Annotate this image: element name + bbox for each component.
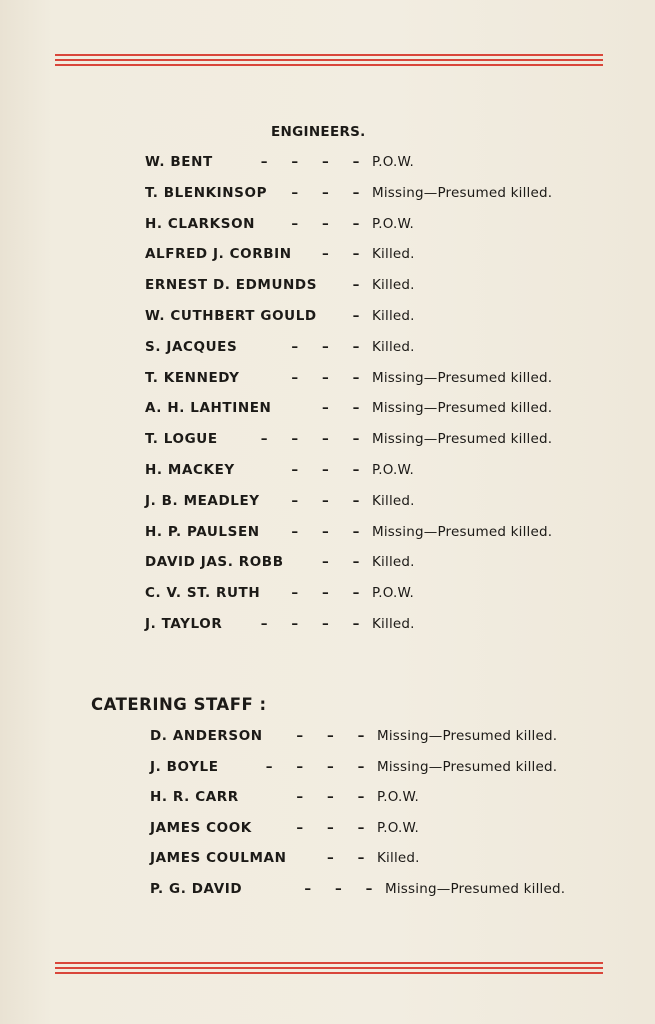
catering-dashes: – – –: [296, 728, 365, 744]
engineers-dashes: – – –: [291, 215, 360, 232]
engineers-row: [0, 308, 655, 328]
engineers-dashes: – – –: [291, 492, 360, 509]
catering-row: [0, 759, 655, 779]
engineers-row: [0, 431, 655, 451]
engineers-status: Killed.: [372, 277, 415, 294]
engineers-status: Missing—Presumed killed.: [372, 523, 553, 540]
top-decorative-rule: [55, 54, 603, 66]
engineers-heading: ENGINEERS.: [271, 124, 366, 140]
engineers-dashes: – – –: [291, 184, 360, 201]
engineers-dashes: –: [352, 308, 360, 324]
engineers-row: [0, 400, 655, 420]
engineers-name: J. TAYLOR: [145, 616, 223, 632]
catering-name: J. BOYLE: [150, 758, 219, 775]
engineers-row: [0, 554, 655, 574]
engineers-status: P.O.W.: [372, 154, 414, 170]
engineers-status: P.O.W.: [372, 585, 414, 602]
catering-name: JAMES COOK: [150, 819, 252, 836]
engineers-row: [0, 616, 655, 636]
catering-name: D. ANDERSON: [150, 728, 263, 744]
engineers-dashes: – – – –: [260, 616, 360, 632]
engineers-row: [0, 524, 655, 544]
engineers-name: T. KENNEDY: [145, 369, 240, 386]
engineers-status: Missing—Presumed killed.: [372, 431, 553, 448]
catering-row: [0, 850, 655, 870]
engineers-dashes: –: [352, 277, 360, 294]
engineers-dashes: – –: [322, 554, 360, 571]
catering-row: [0, 881, 655, 901]
engineers-dashes: – – – –: [260, 154, 360, 170]
engineers-row: [0, 493, 655, 513]
catering-name: H. R. CARR: [150, 789, 239, 805]
engineers-name: H. CLARKSON: [145, 215, 256, 232]
engineers-name: H. MACKEY: [145, 462, 235, 478]
engineers-status: P.O.W.: [372, 462, 414, 478]
engineers-status: Killed.: [372, 492, 415, 509]
engineers-status: Killed.: [372, 246, 415, 263]
engineers-status: Killed.: [372, 616, 415, 632]
catering-dashes: – – –: [296, 789, 365, 805]
engineers-row: [0, 462, 655, 482]
engineers-dashes: – – –: [291, 462, 360, 478]
catering-row: [0, 728, 655, 748]
catering-dashes: – – – –: [265, 758, 365, 775]
engineers-name: T. LOGUE: [145, 431, 218, 448]
engineers-status: Missing—Presumed killed.: [372, 184, 553, 201]
bottom-decorative-rule: [55, 962, 603, 974]
engineers-name: H. P. PAULSEN: [145, 523, 260, 540]
engineers-status: Killed.: [372, 554, 415, 571]
catering-name: JAMES COULMAN: [150, 850, 287, 866]
engineers-status: Killed.: [372, 308, 415, 324]
catering-name: P. G. DAVID: [150, 880, 243, 897]
engineers-name: W. BENT: [145, 154, 213, 170]
catering-row: [0, 789, 655, 809]
engineers-status: Killed.: [372, 338, 415, 355]
engineers-name: ALFRED J. CORBIN: [145, 246, 292, 263]
catering-dashes: – – –: [304, 880, 373, 897]
engineers-dashes: – – –: [291, 338, 360, 355]
engineers-name: C. V. ST. RUTH: [145, 585, 261, 602]
engineers-dashes: – – – –: [260, 431, 360, 448]
catering-row: [0, 820, 655, 840]
engineers-name: S. JACQUES: [145, 338, 238, 355]
engineers-dashes: – –: [322, 246, 360, 263]
catering-status: P.O.W.: [377, 819, 419, 836]
engineers-name: T. BLENKINSOP: [145, 184, 268, 201]
engineers-name: ERNEST D. EDMUNDS: [145, 277, 318, 294]
catering-dashes: – –: [327, 850, 365, 866]
engineers-row: [0, 185, 655, 205]
engineers-row: [0, 154, 655, 174]
engineers-dashes: – –: [322, 400, 360, 417]
catering-dashes: – – –: [296, 819, 365, 836]
engineers-row: [0, 585, 655, 605]
engineers-name: W. CUTHBERT GOULD: [145, 308, 317, 324]
engineers-name: DAVID JAS. ROBB: [145, 554, 284, 571]
engineers-dashes: – – –: [291, 369, 360, 386]
engineers-row: [0, 246, 655, 266]
engineers-row: [0, 339, 655, 359]
engineers-name: A. H. LAHTINEN: [145, 400, 272, 417]
catering-status: Missing—Presumed killed.: [377, 758, 558, 775]
engineers-row: [0, 370, 655, 390]
engineers-dashes: – – –: [291, 523, 360, 540]
catering-status: P.O.W.: [377, 789, 419, 805]
engineers-status: Missing—Presumed killed.: [372, 369, 553, 386]
catering-staff-heading: CATERING STAFF :: [91, 695, 267, 714]
engineers-row: [0, 216, 655, 236]
engineers-dashes: – – –: [291, 585, 360, 602]
engineers-name: J. B. MEADLEY: [145, 492, 260, 509]
catering-status: Missing—Presumed killed.: [385, 880, 566, 897]
engineers-status: P.O.W.: [372, 215, 414, 232]
catering-status: Killed.: [377, 850, 420, 866]
catering-status: Missing—Presumed killed.: [377, 728, 558, 744]
engineers-status: Missing—Presumed killed.: [372, 400, 553, 417]
engineers-row: [0, 277, 655, 297]
